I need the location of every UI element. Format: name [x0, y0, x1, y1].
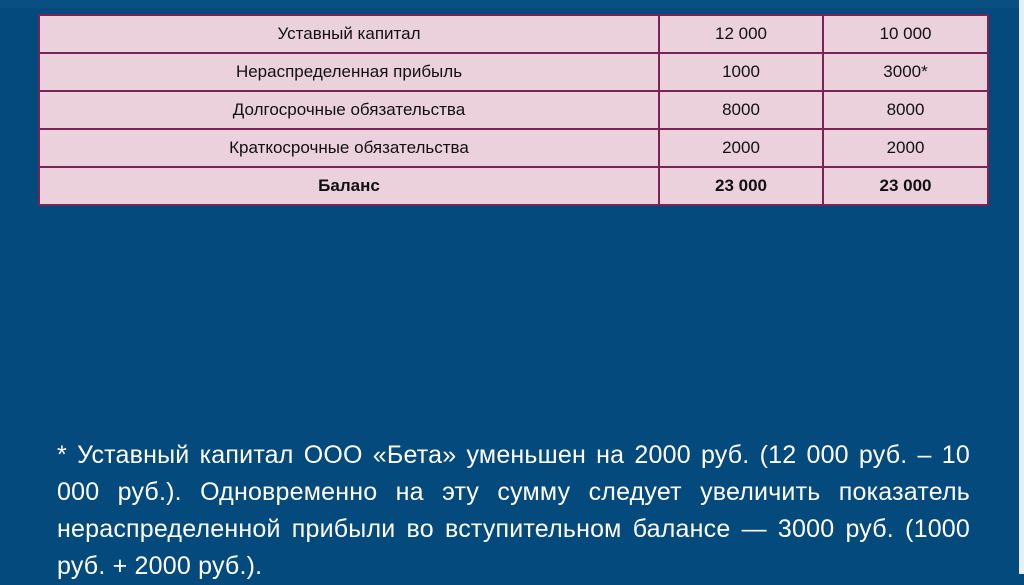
value-cell-col2: 2000 — [823, 129, 988, 167]
value-cell-col2: 10 000 — [823, 15, 988, 53]
value-cell-col2: 3000* — [823, 53, 988, 91]
table-row-short-term-liabilities — [39, 129, 988, 167]
value-cell-col1: 2000 — [659, 129, 823, 167]
value-cell-col2: 8000 — [823, 91, 988, 129]
table-row-authorized-capital — [39, 15, 988, 53]
slide-top-strip — [0, 0, 1024, 8]
table-row-long-term-liabilities — [39, 91, 988, 129]
slide-right-edge — [1019, 0, 1024, 574]
balance-table — [38, 14, 989, 206]
row-label-cell: Нераспределенная прибыль — [39, 53, 659, 91]
value-cell-col2: 23 000 — [823, 167, 988, 205]
value-cell-col1: 12 000 — [659, 15, 823, 53]
row-label-cell: Краткосрочные обязательства — [39, 129, 659, 167]
table-row-balance-total — [39, 167, 988, 205]
row-label-cell: Уставный капитал — [39, 15, 659, 53]
row-label-cell: Баланс — [39, 167, 659, 205]
balance-table-container — [38, 14, 987, 206]
value-cell-col1: 8000 — [659, 91, 823, 129]
table-row-retained-earnings — [39, 53, 988, 91]
footnote-text: * Уставный капитал ООО «Бета» уменьшен на 2000 руб. (12 000 руб. – 10 000 руб.). Одновременно на эту сумму следует увеличить показатель нераспределенной прибыли во вступительном балансе — 3000 руб. (1000 руб. + 2000 руб.). — [57, 441, 970, 580]
value-cell-col1: 1000 — [659, 53, 823, 91]
row-label-cell: Долгосрочные обязательства — [39, 91, 659, 129]
value-cell-col1: 23 000 — [659, 167, 823, 205]
